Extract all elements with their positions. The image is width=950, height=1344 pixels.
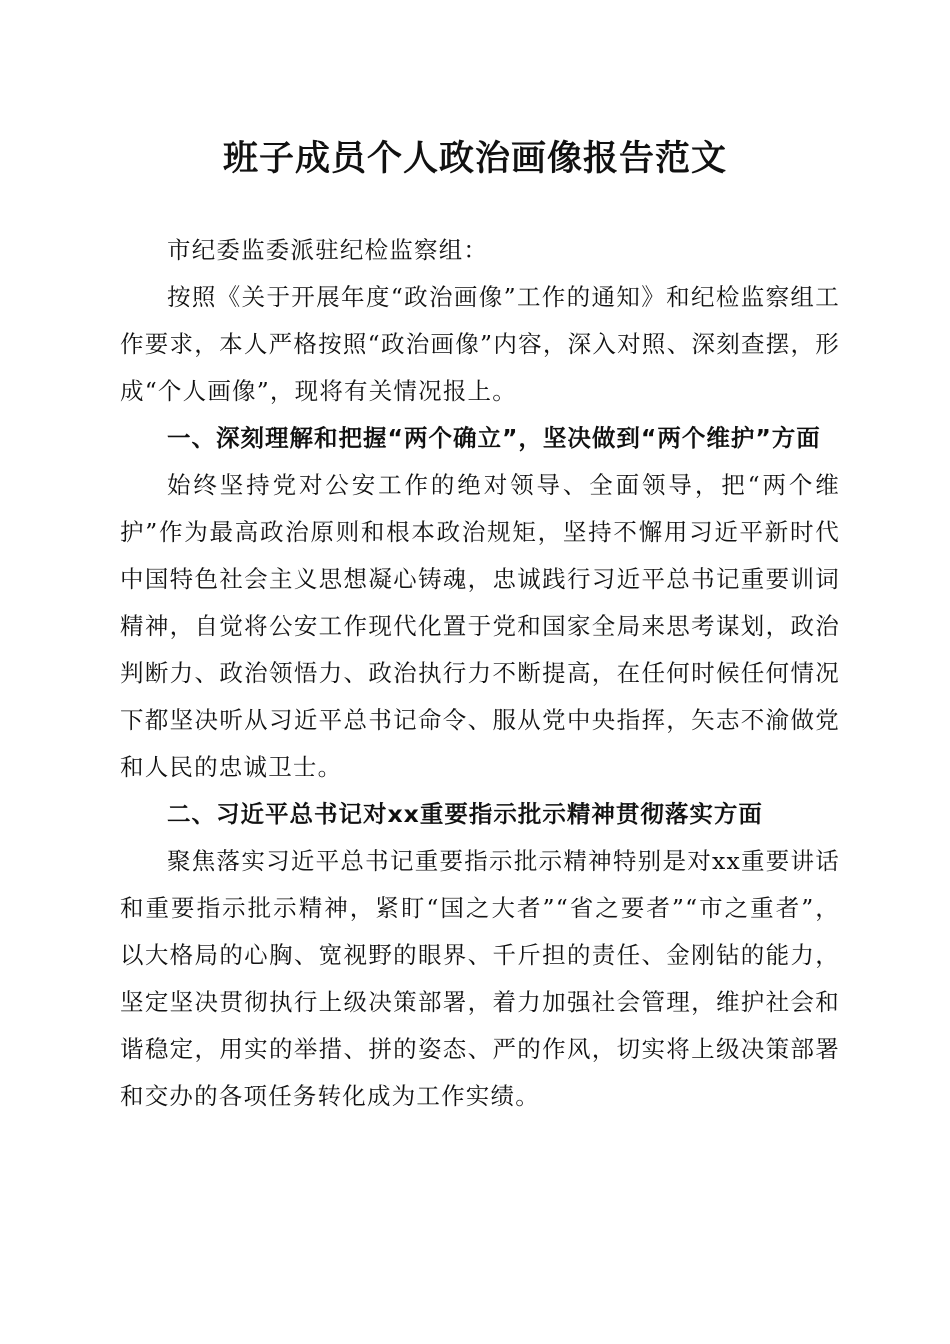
- document-body: [120, 227, 840, 1120]
- document-title: 班子成员个人政治画像报告范文: [222, 138, 727, 179]
- section-body-2: 聚焦落实习近平总书记重要指示批示精神特别是对xx重要讲话和重要指示批示精神，紧盯“国之大者”“省之要者”“市之重者”，以大格局的心胸、宽视野的眼界、千斤担的责任、金刚钻的能力，坚定坚决贯彻执行上级决策部署，着力加强社会管理，维护社会和谐稳定，用实的举措、拼的姿态、严的作风，切实将上级决策部署和交办的各项任务转化成为工作实绩。: [120, 847, 840, 1110]
- salutation: 市纪委监委派驻纪检监察组：: [167, 236, 489, 264]
- section-heading-1: 一、深刻理解和把握“两个确立”，坚决做到“两个维护”方面: [167, 424, 821, 452]
- intro-paragraph: 按照《关于开展年度“政治画像”工作的通知》和纪检监察组工作要求，本人严格按照“政治画像”内容，深入对照、深刻查摆，形成“个人画像”，现将有关情况报上。: [120, 283, 840, 405]
- section-body-1: 始终坚持党对公安工作的绝对领导、全面领导，把“两个维护”作为最高政治原则和根本政治规矩，坚持不懈用习近平新时代中国特色社会主义思想凝心铸魂，忠诚践行习近平总书记重要训词精神，自觉将公安工作现代化置于党和国家全局来思考谋划，政治判断力、政治领悟力、政治执行力不断提高，在任何时候任何情况下都坚决听从习近平总书记命令、服从党中央指挥，矢志不渝做党和人民的忠诚卫士。: [120, 471, 840, 781]
- section-heading-2: 二、习近平总书记对xx重要指示批示精神贯彻落实方面: [167, 800, 763, 828]
